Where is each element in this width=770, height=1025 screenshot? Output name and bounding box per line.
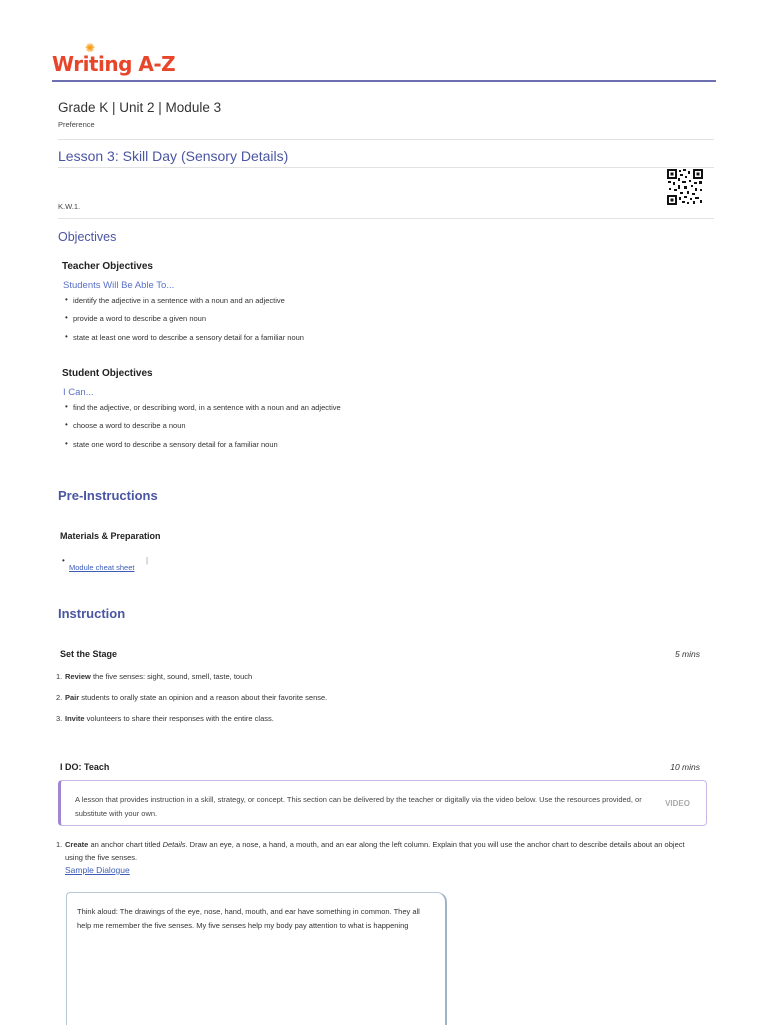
writing-az-logo: [52, 41, 176, 76]
student-objectives-lead: I Can...: [63, 387, 94, 398]
list-item: • identify the adjective in a sentence with a noun and an adjective: [73, 296, 285, 305]
lesson-title: Lesson 3: Skill Day (Sensory Details): [58, 148, 289, 164]
step-number: 1.: [56, 840, 63, 849]
step-item: [56, 714, 274, 723]
module-cheat-sheet-link[interactable]: Module cheat sheet: [69, 563, 135, 572]
step-number: 2.: [56, 693, 63, 702]
set-the-stage-time: 5 mins: [674, 649, 700, 659]
sun-icon: ✺: [85, 41, 95, 55]
list-item: • choose a word to describe a noun: [73, 421, 186, 430]
step-verb: Create: [65, 840, 89, 849]
list-item: • provide a word to describe a given noun: [73, 314, 206, 323]
qr-code-icon: [666, 168, 704, 206]
step-text: . Draw an eye, a nose, a hand, a mouth, and an ear along the left column. Explain that you will use the anchor chart to describe details about an object using the five senses.: [65, 840, 685, 862]
chart-title: Details: [162, 840, 186, 849]
separator: |: [146, 556, 149, 565]
list-item: • state at least one word to describe a sensory detail for a familiar noun: [73, 333, 304, 342]
dialogue-text: Think aloud: The drawings of the eye, nose, hand, mouth, and ear have something in common. They all help me remember the five senses. My five senses help my body pay attention to what is happening: [77, 907, 420, 930]
step-number: 1.: [56, 672, 63, 681]
pre-instructions-heading: Pre-Instructions: [58, 488, 158, 503]
i-do-teach-time: 10 mins: [670, 762, 700, 772]
step-verb: Invite: [65, 714, 85, 723]
logo-text: Writing A-Z: [52, 52, 176, 76]
sample-dialogue-link[interactable]: Sample Dialogue: [65, 865, 130, 875]
list-item: • find the adjective, or describing word, in a sentence with a noun and an adjective: [73, 403, 341, 412]
header-divider: [52, 80, 716, 82]
divider: [58, 139, 714, 140]
step-item: [56, 693, 328, 702]
list-item: • state one word to describe a sensory detail for a familiar noun: [73, 440, 278, 449]
student-objectives-heading: Student Objectives: [62, 368, 153, 379]
materials-heading: Materials & Preparation: [60, 531, 161, 541]
bullet: •: [62, 556, 65, 565]
step-item: [56, 838, 700, 864]
divider: [58, 218, 714, 219]
step-text: the five senses: sight, sound, smell, taste, touch: [90, 672, 253, 681]
teacher-objectives-heading: Teacher Objectives: [62, 261, 153, 272]
category-label: Preference: [58, 120, 95, 129]
step-item: [56, 672, 253, 681]
teacher-objectives-lead: Students Will Be Able To...: [63, 280, 175, 291]
step-verb: Review: [65, 672, 91, 681]
standard-code: K.W.1.: [58, 202, 81, 211]
step-text: students to orally state an opinion and a reason about their favorite sense.: [79, 693, 328, 702]
list-item: [62, 556, 135, 575]
step-number: 3.: [56, 714, 63, 723]
callout-text: A lesson that provides instruction in a skill, strategy, or concept. This section can be delivered by the teacher or digitally via the video below. Use the resources provided, or substitute with your own.: [75, 795, 642, 818]
step-text: volunteers to share their responses with the entire class.: [84, 714, 274, 723]
divider: [58, 167, 714, 168]
step-verb: Pair: [65, 693, 80, 702]
instruction-heading: Instruction: [58, 606, 126, 621]
lesson-callout: [58, 780, 707, 826]
i-do-teach-heading: I DO: Teach: [60, 762, 110, 772]
objectives-heading: Objectives: [58, 230, 117, 244]
sample-dialogue-box: [66, 892, 447, 1025]
set-the-stage-heading: Set the Stage: [60, 649, 118, 659]
grade-line: Grade K | Unit 2 | Module 3: [58, 100, 222, 115]
video-button[interactable]: VIDEO: [665, 799, 690, 808]
step-text: an anchor chart titled: [88, 840, 163, 849]
